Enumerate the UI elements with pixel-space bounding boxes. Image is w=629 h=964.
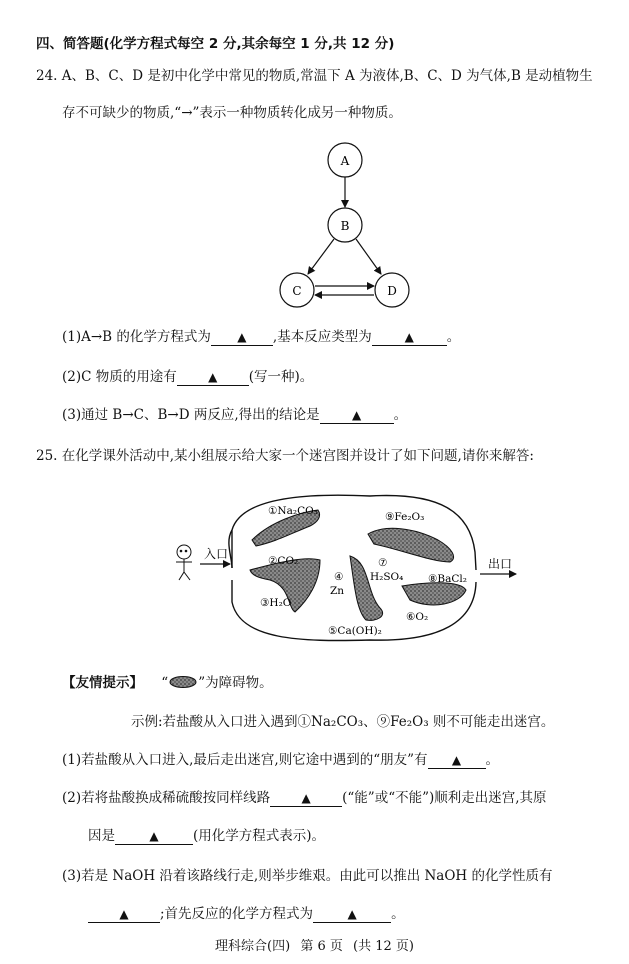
node-c	[280, 273, 314, 307]
node-a	[328, 143, 362, 177]
obstacle-legend-icon	[168, 675, 198, 689]
q25-sub3-blank2[interactable]: ▲	[313, 906, 391, 923]
q24-sub3-blank[interactable]: ▲	[320, 407, 394, 424]
node-d	[375, 273, 409, 307]
q25-sub3-blank1[interactable]: ▲	[88, 906, 160, 923]
q25-maze-diagram	[170, 482, 520, 652]
station-9: ⑨Fe₂O₃	[385, 511, 425, 523]
q24-sub1-blank1[interactable]: ▲	[211, 329, 273, 346]
svg-text:C: C	[292, 284, 302, 298]
station-2: ②CO₂	[268, 555, 299, 567]
station-3: ③H₂O	[260, 597, 292, 609]
q25-example: 示例:若盐酸从入口进入遇到①Na₂CO₃、⑨Fe₂O₃ 则不可能走出迷宫。	[131, 714, 555, 730]
station-8: ⑧BaCl₂	[428, 573, 467, 585]
station-5: ⑤Ca(OH)₂	[328, 625, 382, 637]
svg-text:D: D	[387, 284, 397, 298]
arrow-b-to-c	[308, 239, 334, 274]
section-title: 四、简答题(化学方程式每空 2 分,其余每空 1 分,共 12 分)	[36, 36, 395, 52]
q24-sub2-blank[interactable]: ▲	[177, 369, 249, 386]
q24-sub1-blank2[interactable]: ▲	[372, 329, 447, 346]
obstacle-5	[402, 583, 466, 605]
station-7-num: ⑦	[378, 557, 388, 569]
q24-stem-line1: 24. A、B、C、D 是初中化学中常见的物质,常温下 A 为液体,B、C、D 为气体,B 是动植物生	[36, 68, 593, 84]
node-b	[328, 208, 362, 242]
station-6: ⑥O₂	[406, 611, 429, 623]
page-footer	[0, 935, 629, 954]
traveler-figure	[176, 545, 192, 580]
maze-entrance-label: 入口	[204, 547, 229, 561]
q24-stem-line2: 存不可缺少的物质,“→”表示一种物质转化成另一种物质。	[62, 105, 402, 121]
q25-sub1-blank[interactable]: ▲	[428, 752, 486, 769]
station-1: ①Na₂CO₃	[268, 505, 318, 517]
footer-page: 第 6 页	[300, 939, 343, 954]
station-7-name: H₂SO₄	[370, 571, 404, 583]
q24-sub3: (3)通过 B→C、B→D 两反应,得出的结论是 ▲ 。	[62, 407, 408, 423]
arrow-b-to-d	[356, 239, 381, 274]
footer-subject: 理科综合(四)	[215, 939, 291, 954]
footer-total: (共 12 页)	[353, 939, 414, 954]
q25-sub2-blank1[interactable]: ▲	[270, 790, 342, 807]
svg-text:A: A	[340, 154, 350, 168]
q24-sub2: (2)C 物质的用途有 ▲ (写一种)。	[62, 369, 314, 385]
station-4-name: Zn	[330, 585, 345, 597]
q25-sub2-line2: 因是 ▲ (用化学方程式表示)。	[88, 828, 326, 844]
q25-sub2: (2)若将盐酸换成稀硫酸按同样线路 ▲ (“能”或“不能”)顺利走出迷宫,其原	[62, 790, 547, 806]
q25-stem: 25. 在化学课外活动中,某小组展示给大家一个迷宫图并设计了如下问题,请你来解答:	[36, 448, 534, 464]
q24-sub1: (1)A→B 的化学方程式为 ▲ ,基本反应类型为 ▲ 。	[62, 329, 461, 345]
q25-sub1: (1)若盐酸从入口进入,最后走出迷宫,则它途中遇到的“朋友”有 ▲ 。	[62, 752, 500, 768]
q24-conversion-diagram	[270, 140, 430, 315]
maze-exit-label: 出口	[488, 557, 513, 571]
q25-tip: 【友情提示】 “ ”为障碍物。	[62, 675, 273, 691]
svg-text:B: B	[340, 219, 350, 233]
q25-sub3-line1: (3)若是 NaOH 沿着该路线行走,则举步维艰。由此可以推出 NaOH 的化学性质有	[62, 868, 553, 884]
q25-sub2-blank2[interactable]: ▲	[115, 828, 193, 845]
station-4-num: ④	[334, 571, 344, 583]
q25-sub3-line2: ▲ ;首先反应的化学方程式为 ▲ 。	[88, 904, 405, 924]
